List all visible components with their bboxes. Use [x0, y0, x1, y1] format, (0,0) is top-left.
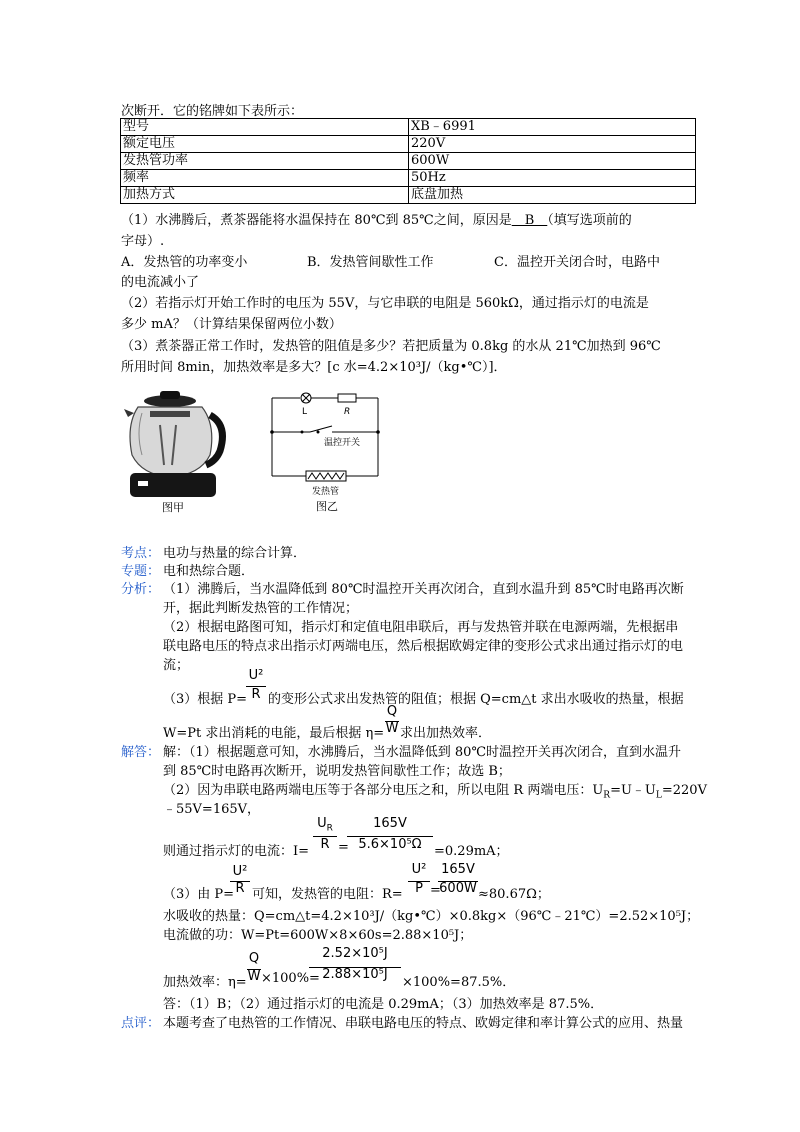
fraction-numerator: 2.52×10⁵J [322, 946, 388, 961]
table-row [121, 119, 696, 136]
label-r: R [344, 407, 351, 417]
dianping-label: 点评： [121, 1016, 161, 1031]
spec-key: 发热管功率 [121, 153, 409, 170]
thermostat-switch [310, 426, 332, 432]
zhuanti-text: 电和热综合题． [163, 564, 255, 579]
jieda-3b: 水吸收的热量：Q=cm△t=4.2×10³J/（kg•℃）×0.8kg×（96℃﹣21℃）=2.52×10⁵J； [163, 909, 700, 924]
q1-text-post: （填写选项前的 [547, 213, 632, 228]
table-row [121, 153, 696, 170]
q1-answer: B [511, 213, 548, 228]
heater-label: 发热管 [312, 487, 340, 497]
jieda-label: 解答： [121, 745, 161, 760]
q1-text: （1）水沸腾后，煮茶器能将水温保持在 80℃到 85℃之间，原因是 [121, 213, 512, 228]
fraction-denominator: R [320, 837, 330, 852]
equals-sign: = [338, 840, 349, 855]
resistor-symbol [338, 394, 356, 402]
fenxi-3b-post: 求出加热效率． [400, 726, 492, 741]
jieda-2a-text: （2）因为串联电路两端电压等于各部分电压之和，所以电阻 R 两端电压：U [163, 783, 604, 798]
q2-line2: 多少 mA？（计算结果保留两位小数） [121, 317, 342, 332]
fenxi-2c: 流； [163, 658, 190, 673]
fraction-denominator: R [235, 881, 245, 896]
spec-value: 220V [409, 136, 696, 153]
fraction-numerator [313, 816, 337, 834]
fraction-denominator: 600W [439, 881, 477, 896]
jieda-3a-pre: （3）由 P= [163, 887, 235, 902]
fraction-numerator: Q [386, 704, 398, 719]
jieda-2c-pre: 则通过指示灯的电流：I= [163, 844, 310, 859]
table-row [121, 187, 696, 204]
q3-line1: （3）煮茶器正常工作时，发热管的阻值是多少？若把质量为 0.8kg 的水从 21℃加热到 96℃ [121, 339, 661, 354]
fraction-numerator: U² [411, 862, 427, 877]
label-l: L [302, 407, 308, 417]
q1-line2: 字母）. [121, 234, 165, 249]
jieda-3d-post: ×100%=87.5%． [402, 975, 516, 990]
fenxi-1b: 开，据此判断发热管的工作情况； [163, 601, 359, 616]
table-row [121, 170, 696, 187]
fenxi-3-post: 的变形公式求出发热管的阻值；根据 Q=cm△t 求出水吸收的热量，根据 [268, 692, 684, 707]
spec-key: 频率 [121, 170, 409, 187]
spec-value: 600W [409, 153, 696, 170]
spec-value: XB﹣6991 [409, 119, 696, 136]
jieda-3a-mid: 可知，发热管的电阻：R= [252, 887, 403, 902]
equals-sign: = [430, 883, 441, 898]
kettle-figure [120, 385, 232, 515]
q3-line2: 所用时间 8min，加热效率是多大？[c 水=4.2×10³J/（kg•℃）]． [121, 360, 507, 375]
subscript: R [603, 790, 611, 801]
fraction-denominator: 2.88×10⁵J [322, 967, 388, 982]
fraction-denominator: 5.6×10⁵Ω [358, 837, 422, 852]
spec-key: 加热方式 [121, 187, 409, 204]
spec-value: 底盘加热 [409, 187, 696, 204]
zhuanti-label: 专题： [121, 564, 161, 579]
fenxi-3b-pre: W=Pt 求出消耗的电能，最后根据 η= [163, 726, 385, 741]
fenxi-1a: （1）沸腾后，当水温降低到 80℃时温控开关再次闭合，直到水温升到 85℃时电路再次断 [163, 582, 684, 597]
q2-line1: （2）若指示灯开始工作时的电压为 55V，与它串联的电阻是 560kΩ，通过指示灯的电流是 [121, 296, 649, 311]
fenxi-2b: 联电路电压的特点求出指示灯两端电压，然后根据欧姆定律的变形公式求出通过指示灯的电 [163, 639, 684, 654]
fraction-denominator: W [385, 721, 399, 736]
fraction-numerator: 165V [373, 816, 407, 831]
jieda-1a: 解：（1）根据题意可知，水沸腾后，当水温降低到 80℃时温控开关再次闭合，直到水温升 [163, 745, 681, 760]
jieda-2a-mid: =U﹣U [610, 783, 656, 798]
spec-table [120, 118, 696, 204]
circuit-diagram [262, 388, 386, 514]
fraction-numerator: U² [232, 864, 248, 879]
symbol-u: U [317, 816, 327, 831]
fig-a-caption: 图甲 [162, 501, 184, 514]
fraction-denominator: W [247, 969, 261, 984]
jieda-2c-post: =0.29mA； [434, 844, 509, 859]
kaodian-text: 电功与热量的综合计算． [163, 546, 307, 561]
fenxi-label: 分析： [121, 582, 161, 597]
jieda-3d-pre: 加热效率：η= [163, 975, 247, 990]
fraction-numerator: Q [248, 951, 260, 966]
option-a: A．发热管的功率变小 [121, 255, 248, 270]
jieda-2a-end: =220V [661, 783, 707, 798]
kaodian-label: 考点： [121, 546, 161, 561]
option-c-cont: 的电流减小了 [121, 275, 200, 290]
option-c: C．温控开关闭合时，电路中 [494, 255, 660, 270]
fig-b-caption: 图乙 [316, 500, 338, 513]
switch-label: 温控开关 [324, 438, 361, 448]
table-row [121, 136, 696, 153]
jieda-3c: 电流做的功：W=Pt=600W×8×60s=2.88×10⁵J； [163, 928, 473, 943]
fenxi-2a: （2）根据电路图可知，指示灯和定值电阻串联后，再与发热管并联在电源两端，先根据串 [163, 620, 679, 635]
fraction-numerator: U² [248, 668, 264, 683]
q1-line1 [121, 209, 632, 228]
jieda-3d-mid: ×100%= [261, 971, 320, 986]
fraction-denominator: P [415, 881, 423, 896]
option-b: B．发热管间歇性工作 [307, 255, 434, 270]
spec-value: 50Hz [409, 170, 696, 187]
dianping-text: 本题考查了电热管的工作情况、串联电路电压的特点、欧姆定律和率计算公式的应用、热量 [163, 1016, 684, 1031]
intro-text: 次断开．它的铭牌如下表所示： [121, 104, 304, 119]
subscript: L [655, 790, 662, 801]
answer-summary: 答：（1）B；（2）通过指示灯的电流是 0.29mA；（3）加热效率是 87.5%． [163, 997, 604, 1012]
spec-key: 型号 [121, 119, 409, 136]
fraction-numerator: 165V [441, 862, 475, 877]
subscript: R [326, 823, 333, 834]
spec-key: 额定电压 [121, 136, 409, 153]
jieda-2b: ﹣55V=165V， [163, 802, 261, 817]
fraction-denominator: R [251, 687, 261, 702]
jieda-3a-post: ≈80.67Ω； [478, 887, 550, 902]
jieda-1b: 到 85℃时电路再次断开，说明发热管间歇性工作；故选 B； [163, 764, 511, 779]
fenxi-3-pre: （3）根据 P= [163, 692, 248, 707]
